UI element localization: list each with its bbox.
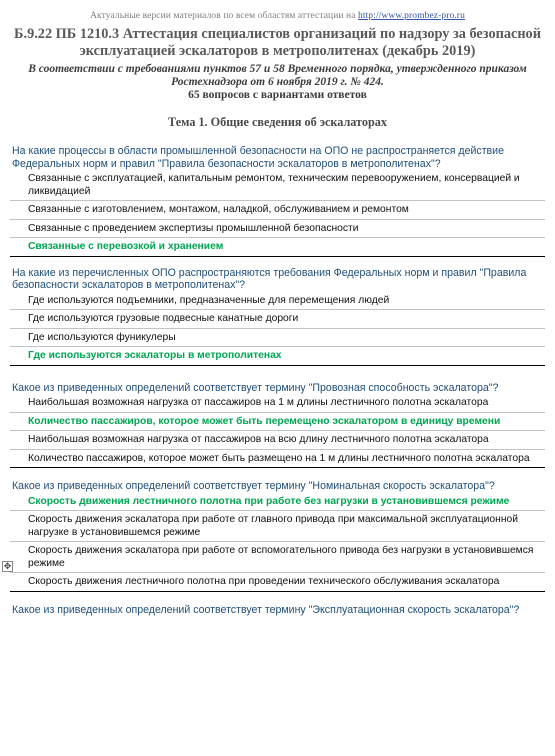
question-count: 65 вопросов с вариантами ответов [188,89,367,101]
correct-answer: Количество пассажиров, которое может быть перемещено эскалатором в единицу времени [10,413,545,432]
answer-option: Скорость движения лестничного полотна при проведении технического обслуживания эскалатора [10,573,545,592]
question-text: Какое из приведенных определений соответствует термину "Номинальная скорость эскалатора"? [12,480,495,492]
answer-option: Количество пассажиров, которое может быть размещено на 1 м длины лестничного полотна эскалатора [10,450,545,469]
question-text: Какое из приведенных определений соответствует термину "Провозная способность эскалатора"? [12,381,499,394]
question-text: Какое из приведенных определений соответствует термину "Эксплуатационная скорость эскалатора"? [12,603,520,616]
answer-option: Где используются подъемники, предназначенные для перемещения людей [10,292,545,311]
answer-option: Связанные с проведением экспертизы промышленной безопасности [10,220,545,239]
answer-option: Наибольшая возможная нагрузка от пассажиров на всю длину лестничного полотна эскалатора [10,431,545,450]
document-subtitle: В соответствии с требованиями пунктов 57 и 58 Временного порядка, утвержденного приказом Ростехнадзора от 6 ноября 2019 г. № 424. [28,63,527,88]
answer-option: Связанные с эксплуатацией, капитальным ремонтом, техническим перевооружением, консервацией и ликвидацией [10,170,545,201]
answer-option: Наибольшая возможная нагрузка от пассажиров на 1 м длины лестничного полотна эскалатора [10,394,545,413]
answer-option: Связанные с изготовлением, монтажом, наладкой, обслуживанием и ремонтом [10,201,545,220]
document-title: Б.9.22 ПБ 1210.3 Аттестация специалистов организаций по надзору за безопасной эксплуатацией эскалаторов в метрополитенах (декабрь 2019) [14,26,541,59]
header-top-link[interactable]: http://www.prombez-pro.ru [358,11,465,21]
answer-option: Где используются фуникулеры [10,329,545,348]
table-move-handle-icon[interactable]: ✥ [3,561,12,571]
question-list [0,145,555,616]
header-top-text: Актуальные версии материалов по всем областям аттестации на [90,11,359,21]
correct-answer: Связанные с перевозкой и хранением [10,238,545,257]
correct-answer: Где используются эскалаторы в метрополитенах [10,347,545,366]
correct-answer: Скорость движения лестничного полотна при работе без нагрузки в установившемся режиме [10,493,545,512]
answer-option: Скорость движения эскалатора при работе от главного привода при максимальной эксплуатационной нагрузке в установившемся режиме [10,511,545,542]
question-text: На какие процессы в области промышленной безопасности на ОПО не распространяется действие Федеральных норм и правил "Правила безопасности эскалаторов в метрополитенах"? [12,145,504,170]
answer-option: Где используются грузовые подвесные канатные дороги [10,310,545,329]
answer-option: Скорость движения эскалатора при работе от вспомогательного привода без нагрузки в установившемся режиме [10,542,545,573]
question-text: На какие из перечисленных ОПО распространяются требования Федеральных норм и правил "Правила безопасности эскалаторов в метрополитенах"? [12,266,527,291]
topic-heading: Тема 1. Общие сведения об эскалаторах [168,115,387,129]
header-top-line [0,11,555,21]
